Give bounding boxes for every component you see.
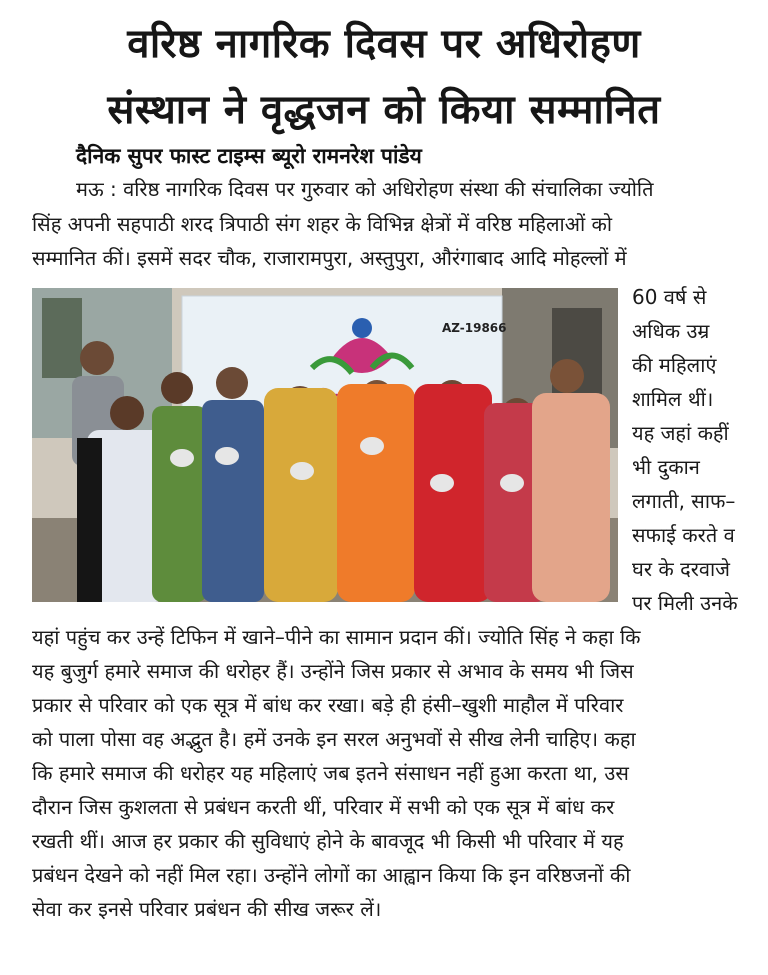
body-line: कि हमारे समाज की धरोहर यह महिलाएं जब इतने संसाधन नहीं हुआ करता था, उस: [32, 761, 629, 785]
side-line: शामिल थीं।: [632, 387, 714, 411]
body-line: प्रबंधन देखने को नहीं मिल रहा। उन्होंने लोगों का आह्वान किया कि इन वरिष्ठजनों की: [32, 863, 631, 887]
body-line: यहां पहुंच कर उन्हें टिफिन में खाने–पीने का सामान प्रदान कीं। ज्योति सिंह ने कहा कि: [32, 625, 641, 649]
side-line: यह जहां कहीं: [632, 421, 729, 445]
byline: दैनिक सुपर फास्ट टाइम्स ब्यूरो रामनरेश पांडेय: [76, 144, 422, 168]
side-line: अधिक उम्र: [632, 319, 710, 343]
body-line: को पाला पोसा वह अद्भुत है। हमें उनके इन सरल अनुभवों से सीख लेनी चाहिए। कहा: [32, 727, 636, 751]
side-line: 60 वर्ष से: [632, 285, 707, 309]
body-line: यह बुजुर्ग हमारे समाज की धरोहर हैं। उन्होंने जिस प्रकार से अभाव के समय भी जिस: [32, 659, 634, 683]
body-line: दौरान जिस कुशलता से प्रबंधन करती थीं, परिवार में सभी को एक सूत्र में बांध कर: [32, 795, 615, 819]
intro-line: मऊ : वरिष्ठ नागरिक दिवस पर गुरुवार को अधिरोहण संस्था की संचालिका ज्योति: [76, 177, 654, 201]
headline-line-2: संस्थान ने वृद्धजन को किया सम्मानित: [107, 87, 661, 133]
body-line: सेवा कर इनसे परिवार प्रबंधन की सीख जरूर लें।: [32, 897, 382, 921]
side-line: घर के दरवाजे: [632, 557, 731, 581]
side-line: भी दुकान: [632, 455, 700, 479]
headline-line-1: वरिष्ठ नागरिक दिवस पर अधिरोहण: [127, 21, 641, 67]
side-line: सफाई करते व: [632, 523, 735, 547]
side-line: पर मिली उनके: [632, 591, 738, 615]
side-line: लगाती, साफ–: [632, 489, 736, 513]
body-line: प्रकार से परिवार को एक सूत्र में बांध कर रखा। बड़े ही हंसी–खुशी माहौल में परिवार: [32, 693, 624, 717]
intro-line: सिंह अपनी सहपाठी शरद त्रिपाठी संग शहर के विभिन्न क्षेत्रों में वरिष्ठ महिलाओं को: [32, 212, 613, 236]
intro-line: सम्मानित कीं। इसमें सदर चौक, राजारामपुरा, अस्तुपुरा, औरंगाबाद आदि मोहल्लों में: [32, 246, 627, 270]
side-line: की महिलाएं: [632, 353, 717, 377]
news-photo: [32, 288, 618, 602]
banner-code: AZ-19866: [442, 321, 507, 335]
body-line: रखती थीं। आज हर प्रकार की सुविधाएं होने के बावजूद भी किसी भी परिवार में यह: [32, 829, 624, 853]
